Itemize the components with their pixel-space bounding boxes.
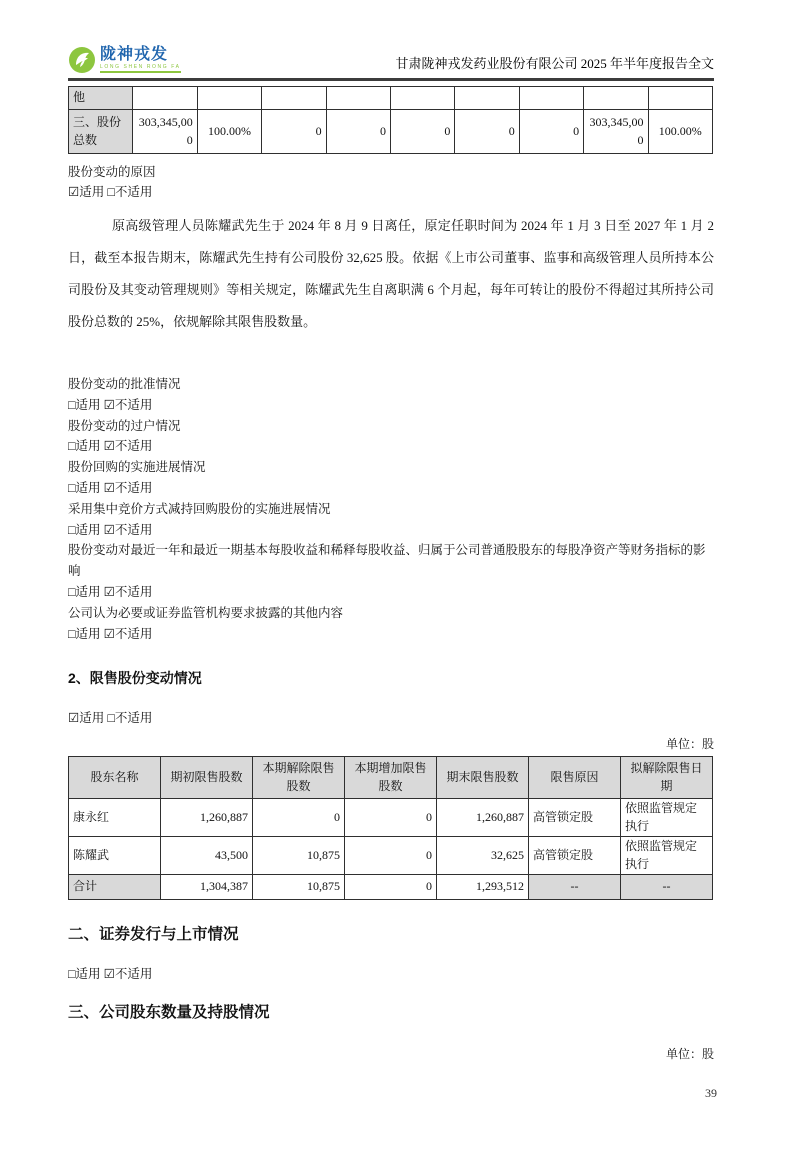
table-cell: 0 — [345, 799, 437, 837]
applicable-line: □适用 ☑不适用 — [68, 584, 153, 599]
table-cell: 陈耀武 — [69, 837, 161, 875]
checklist-label: 股份变动的过户情况 — [68, 418, 181, 433]
checklist — [68, 374, 714, 644]
table-row — [69, 837, 713, 875]
table-cell: 0 — [390, 110, 454, 154]
table-cell: 0 — [345, 874, 437, 899]
table-cell: 0 — [262, 110, 326, 154]
table-cell — [455, 87, 519, 110]
table-cell: 1,293,512 — [437, 874, 529, 899]
applicable-line: □适用 ☑不适用 — [68, 397, 153, 412]
table-row — [69, 110, 713, 154]
table-cell: 100.00% — [648, 110, 712, 154]
document-title: 甘肃陇神戎发药业股份有限公司 2025 年半年度报告全文 — [395, 56, 714, 71]
table-cell: -- — [621, 874, 713, 899]
table-header-row — [69, 757, 713, 799]
column-header: 限售原因 — [529, 757, 621, 799]
section-two-applicable-line: □适用 ☑不适用 — [68, 966, 153, 981]
table-cell: 0 — [253, 799, 345, 837]
column-header: 期初限售股数 — [161, 757, 253, 799]
checklist-label: 采用集中竞价方式减持回购股份的实施进展情况 — [68, 501, 331, 516]
table-cell: 0 — [345, 837, 437, 875]
table-cell: 三、股份总数 — [69, 110, 133, 154]
table-row — [69, 874, 713, 899]
logo-text-block — [100, 47, 181, 73]
share-change-reason-label: 股份变动的原因 — [68, 165, 156, 179]
restricted-applicable-line: ☑适用 □不适用 — [68, 711, 153, 726]
table-cell — [197, 87, 261, 110]
column-header: 本期增加限售股数 — [345, 757, 437, 799]
checklist-label: 股份变动对最近一年和最近一期基本每股收益和稀释每股收益、归属于公司普通股股东的每股净资产等财务指标的影响 — [68, 543, 706, 579]
checklist-label: 股份回购的实施进展情况 — [68, 460, 206, 475]
logo-circle-icon — [68, 46, 96, 74]
table-cell — [262, 87, 326, 110]
unit-label-1: 单位：股 — [665, 737, 714, 752]
column-header: 股东名称 — [69, 757, 161, 799]
table-row — [69, 799, 713, 837]
table-cell — [326, 87, 390, 110]
table-cell: 1,304,387 — [161, 874, 253, 899]
column-header: 拟解除限售日期 — [621, 757, 713, 799]
table-cell: 10,875 — [253, 874, 345, 899]
table-row — [69, 87, 713, 110]
applicable-line: □适用 ☑不适用 — [68, 439, 153, 454]
table-cell: 依照监管规定执行 — [621, 837, 713, 875]
page-header — [68, 46, 714, 81]
logo-name: 陇神戎发 — [100, 46, 169, 63]
reason-paragraph: 原高级管理人员陈耀武先生于 2024 年 8 月 9 日离任，原定任职时间为 2024 年 1 月 3 日至 2027 年 1 月 2 日，截至本报告期末，陈耀武先生持有公司股份 32,625 股。依据《上市公司董事、监事和高级管理人员所持本公司股份及其变动管理规则》等相关规定，陈耀武先生自离职满 6 个月起，每年可转让的股份不得超过其所持公司股份总数的 25%，依规解除其限售股数量。 — [68, 218, 714, 329]
company-logo — [68, 46, 181, 74]
report-page — [68, 46, 714, 1062]
table-cell: 303,345,000 — [584, 110, 648, 154]
share-total-table — [68, 86, 713, 154]
table-cell — [133, 87, 197, 110]
table-cell: -- — [529, 874, 621, 899]
table-cell — [584, 87, 648, 110]
applicable-line: □适用 ☑不适用 — [68, 480, 153, 495]
reason-applicable-line: ☑适用 □不适用 — [68, 185, 153, 199]
table-cell: 合计 — [69, 874, 161, 899]
column-header: 本期解除限售股数 — [253, 757, 345, 799]
table-cell — [390, 87, 454, 110]
table-cell: 43,500 — [161, 837, 253, 875]
restricted-shares-table — [68, 756, 713, 900]
table-cell — [519, 87, 583, 110]
checklist-label: 股份变动的批准情况 — [68, 377, 181, 391]
section-three-heading: 三、公司股东数量及持股情况 — [68, 1003, 270, 1021]
table-cell: 0 — [519, 110, 583, 154]
logo-subtitle: LONG SHEN RONG FA — [100, 65, 181, 73]
page-number: 39 — [705, 1086, 717, 1100]
table-cell: 他 — [69, 87, 133, 110]
unit-label-2: 单位：股 — [665, 1046, 714, 1061]
table-cell: 32,625 — [437, 837, 529, 875]
applicable-line: □适用 ☑不适用 — [68, 626, 153, 641]
table-cell: 100.00% — [197, 110, 261, 154]
table-cell: 高管锁定股 — [529, 837, 621, 875]
table-cell: 1,260,887 — [437, 799, 529, 837]
table-cell: 10,875 — [253, 837, 345, 875]
table-cell: 依照监管规定执行 — [621, 799, 713, 837]
restricted-shares-heading: 2、限售股份变动情况 — [68, 670, 202, 687]
section-two-heading: 二、证券发行与上市情况 — [68, 925, 239, 943]
checklist-label: 公司认为必要或证券监管机构要求披露的其他内容 — [68, 605, 344, 620]
table-cell: 康永红 — [69, 799, 161, 837]
applicable-line: □适用 ☑不适用 — [68, 522, 153, 537]
column-header: 期末限售股数 — [437, 757, 529, 799]
table-cell: 0 — [455, 110, 519, 154]
table-cell: 303,345,000 — [133, 110, 197, 154]
table-cell: 0 — [326, 110, 390, 154]
table-cell: 1,260,887 — [161, 799, 253, 837]
table-cell — [648, 87, 712, 110]
table-cell: 高管锁定股 — [529, 799, 621, 837]
